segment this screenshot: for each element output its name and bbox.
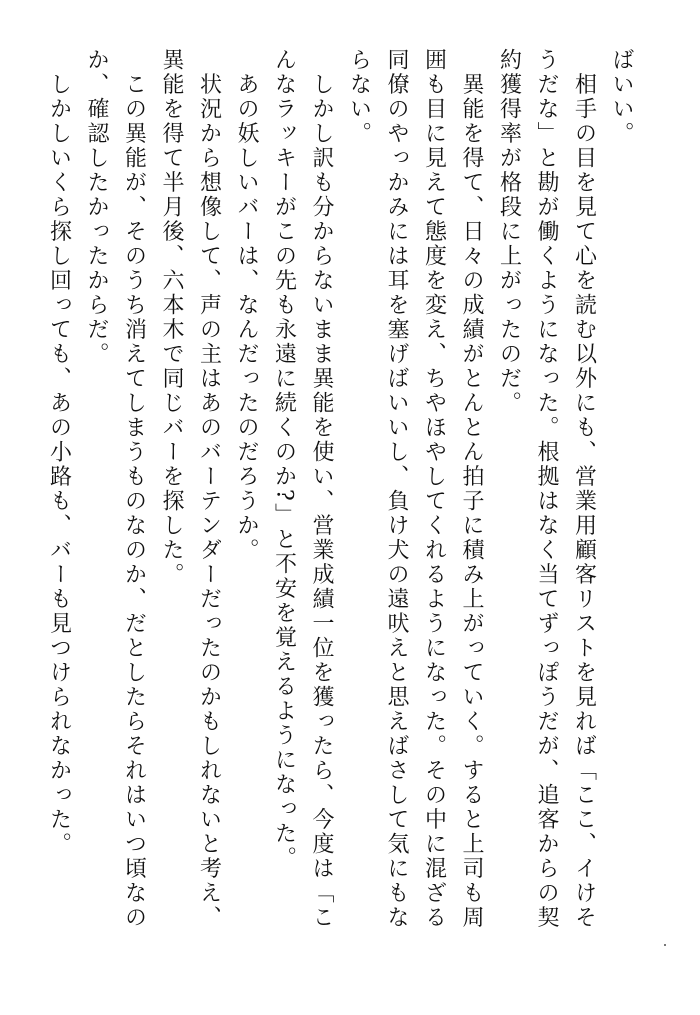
paragraph-6: 状況から想像して、声の主はあのバーテンダーだったのかもしれないと考え、異能を得て半月後、六本木で同じバーを探した。 bbox=[159, 48, 222, 930]
vertical-text-body bbox=[46, 48, 640, 953]
paragraph-8: しかしいくら探し回っても、あの小路も、バーも見つけられなかった。 bbox=[46, 48, 72, 857]
paragraph-2: 相手の目を見て心を読む以外にも、営業用顧客リストを見れば「ここ、イけそうだな」と勘が働くようになった。根拠はなく当てずっぽうだが、追客からの契約獲得率が格段に上がったのだ。 bbox=[496, 48, 597, 930]
page-mark-dot bbox=[664, 944, 666, 946]
paragraph-5: あの妖しいバーは、なんだったのだろうか。 bbox=[234, 48, 259, 563]
paragraph-7: この異能が、そのうち消えてしまうものなのか、だとしたらそれはいつ頃なのか、確認したかったからだ。 bbox=[84, 48, 147, 930]
paragraph-1: ばいい。 bbox=[609, 48, 634, 146]
paragraph-3: 異能を得て、日々の成績がとんとん拍子に積み上がっていく。すると上司も周囲も目に見えて態度を変え、ちやほやしてくれるようになった。その中に混ざる同僚のやっかみには耳を塞げばいいし、負け犬の遠吠えと思えばさして気にもならない。 bbox=[346, 48, 484, 930]
paragraph-4: しかし訳も分からないまま異能を使い、営業成績一位を獲ったら、今度は「こんなラッキーがこの先も永遠に続くのか?」と不安を覚えるようになった。 bbox=[271, 48, 334, 930]
